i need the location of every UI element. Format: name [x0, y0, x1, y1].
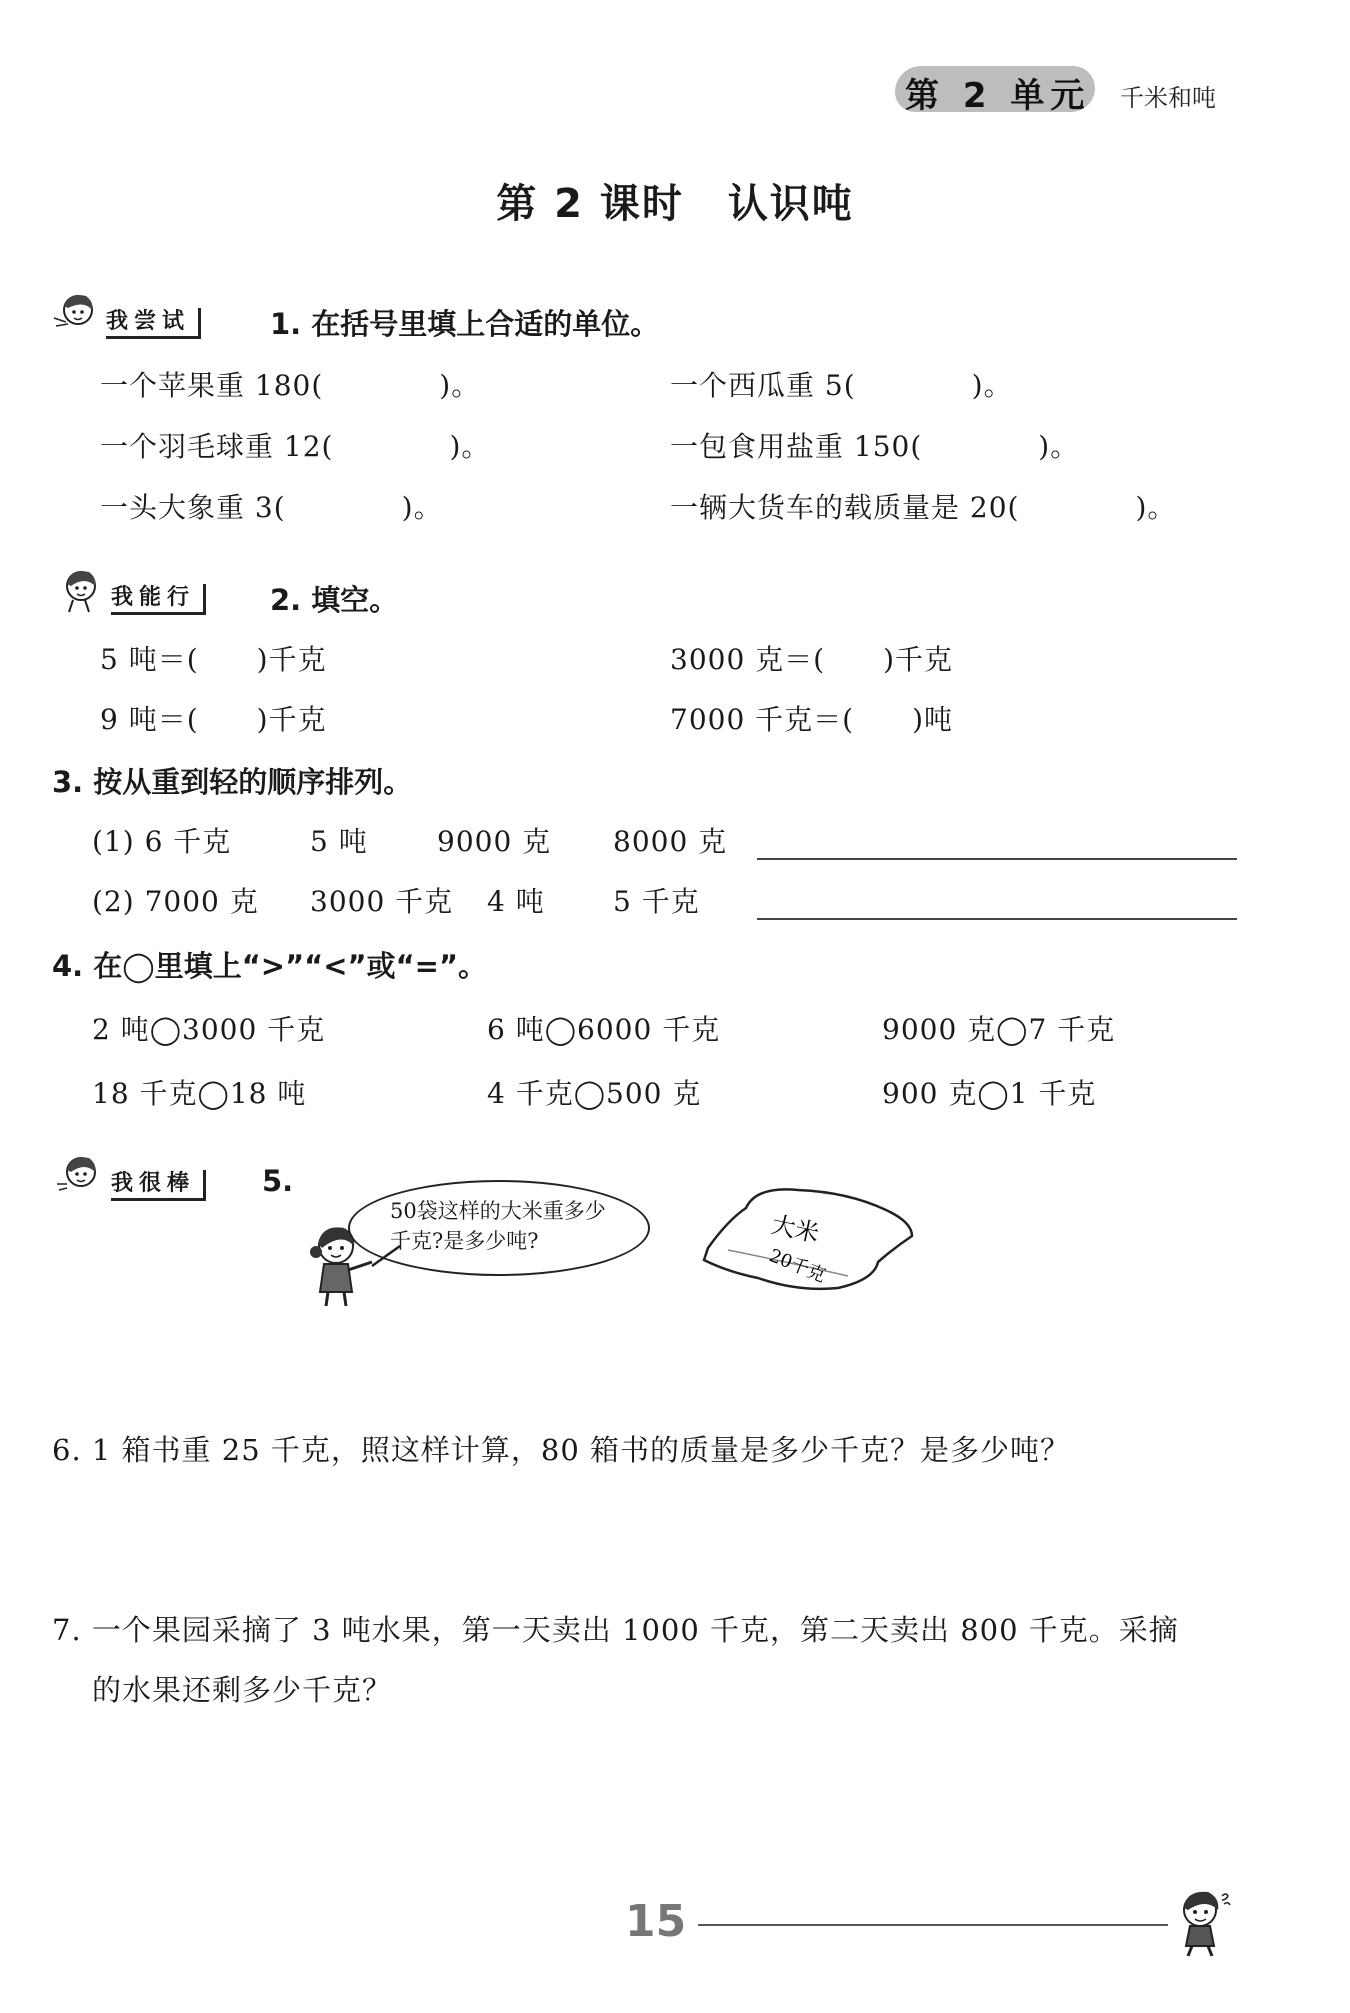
q3-row2-item-4: 5 千克	[613, 885, 700, 918]
q1-item-4: 一包食用盐重 150( )。	[670, 430, 1080, 463]
badge-great-label: 我很棒	[111, 1170, 206, 1201]
speech-bubble-tail	[370, 1240, 410, 1270]
speech-bubble-text: 50袋这样的大米重多少千克?是多少吨?	[390, 1199, 606, 1253]
q2-item-1: 5 吨＝( )千克	[100, 643, 327, 676]
unit-title: 第 2 单元	[905, 76, 1091, 116]
badge-try-label: 我尝试	[106, 308, 201, 339]
question-4-title: 4. 在◯里填上“>”“<”或“=”。	[52, 949, 488, 983]
q4-item-3: 9000 克◯7 千克	[882, 1013, 1116, 1046]
rice-bag-icon	[698, 1180, 918, 1300]
badge-can	[55, 576, 255, 620]
q3-answer-line-2[interactable]	[757, 918, 1237, 920]
cartoon-girl-icon	[55, 1150, 105, 1200]
q3-row1-item-2: 5 吨	[310, 825, 368, 858]
q1-item-5: 一头大象重 3( )。	[100, 491, 443, 524]
q3-row2-item-1: (2) 7000 克	[92, 885, 259, 918]
question-6: 6. 1 箱书重 25 千克，照这样计算，80 箱书的质量是多少千克？是多少吨？	[52, 1433, 1071, 1467]
lesson-topic: 认识吨	[727, 181, 854, 227]
q4-item-4: 18 千克◯18 吨	[92, 1077, 307, 1110]
q3-row1-item-1: (1) 6 千克	[92, 825, 232, 858]
question-7-line-1: 7. 一个果园采摘了 3 吨水果，第一天卖出 1000 千克，第二天卖出 800 千克。采摘	[52, 1613, 1179, 1647]
q1-item-2: 一个西瓜重 5( )。	[670, 369, 1013, 402]
lesson-number: 第 2 课时	[496, 181, 684, 227]
q3-row1-item-3: 9000 克	[437, 825, 552, 858]
q1-item-3: 一个羽毛球重 12( )。	[100, 430, 491, 463]
q3-row2-item-3: 4 吨	[487, 885, 545, 918]
cartoon-girl-icon	[50, 288, 100, 338]
unit-header	[895, 62, 1225, 122]
q4-item-2: 6 吨◯6000 千克	[487, 1013, 721, 1046]
q3-row1-item-4: 8000 克	[613, 825, 728, 858]
q3-row2-item-2: 3000 千克	[310, 885, 454, 918]
q4-item-5: 4 千克◯500 克	[487, 1077, 702, 1110]
badge-great	[55, 1162, 255, 1206]
badge-can-label: 我能行	[111, 584, 206, 615]
question-7-line-2: 的水果还剩多少千克？	[92, 1673, 393, 1707]
q3-answer-line-1[interactable]	[757, 858, 1237, 860]
q1-item-6: 一辆大货车的载质量是 20( )。	[670, 491, 1177, 524]
cartoon-girl-icon	[55, 564, 105, 614]
lesson-title	[0, 172, 1350, 229]
footer-rule	[698, 1924, 1168, 1926]
q2-item-2: 3000 克＝( )千克	[670, 643, 954, 676]
q4-item-1: 2 吨◯3000 千克	[92, 1013, 326, 1046]
q1-item-1: 一个苹果重 180( )。	[100, 369, 481, 402]
q4-item-6: 900 克◯1 千克	[882, 1077, 1097, 1110]
question-3-title: 3. 按从重到轻的顺序排列。	[52, 765, 413, 799]
unit-subtitle: 千米和吨	[1120, 84, 1216, 112]
badge-try	[50, 300, 250, 344]
rice-bag-label: 大米	[768, 1210, 822, 1248]
rice-bag-weight: 20千克	[766, 1245, 829, 1287]
question-5-number: 5.	[262, 1164, 294, 1198]
page-number: 15	[625, 1896, 687, 1947]
cartoon-boy-mascot-icon	[1168, 1886, 1238, 1958]
q2-item-4: 7000 千克＝( )吨	[670, 703, 954, 736]
question-1-title: 1. 在括号里填上合适的单位。	[270, 307, 660, 341]
question-2-title: 2. 填空。	[270, 583, 399, 617]
q2-item-3: 9 吨＝( )千克	[100, 703, 327, 736]
